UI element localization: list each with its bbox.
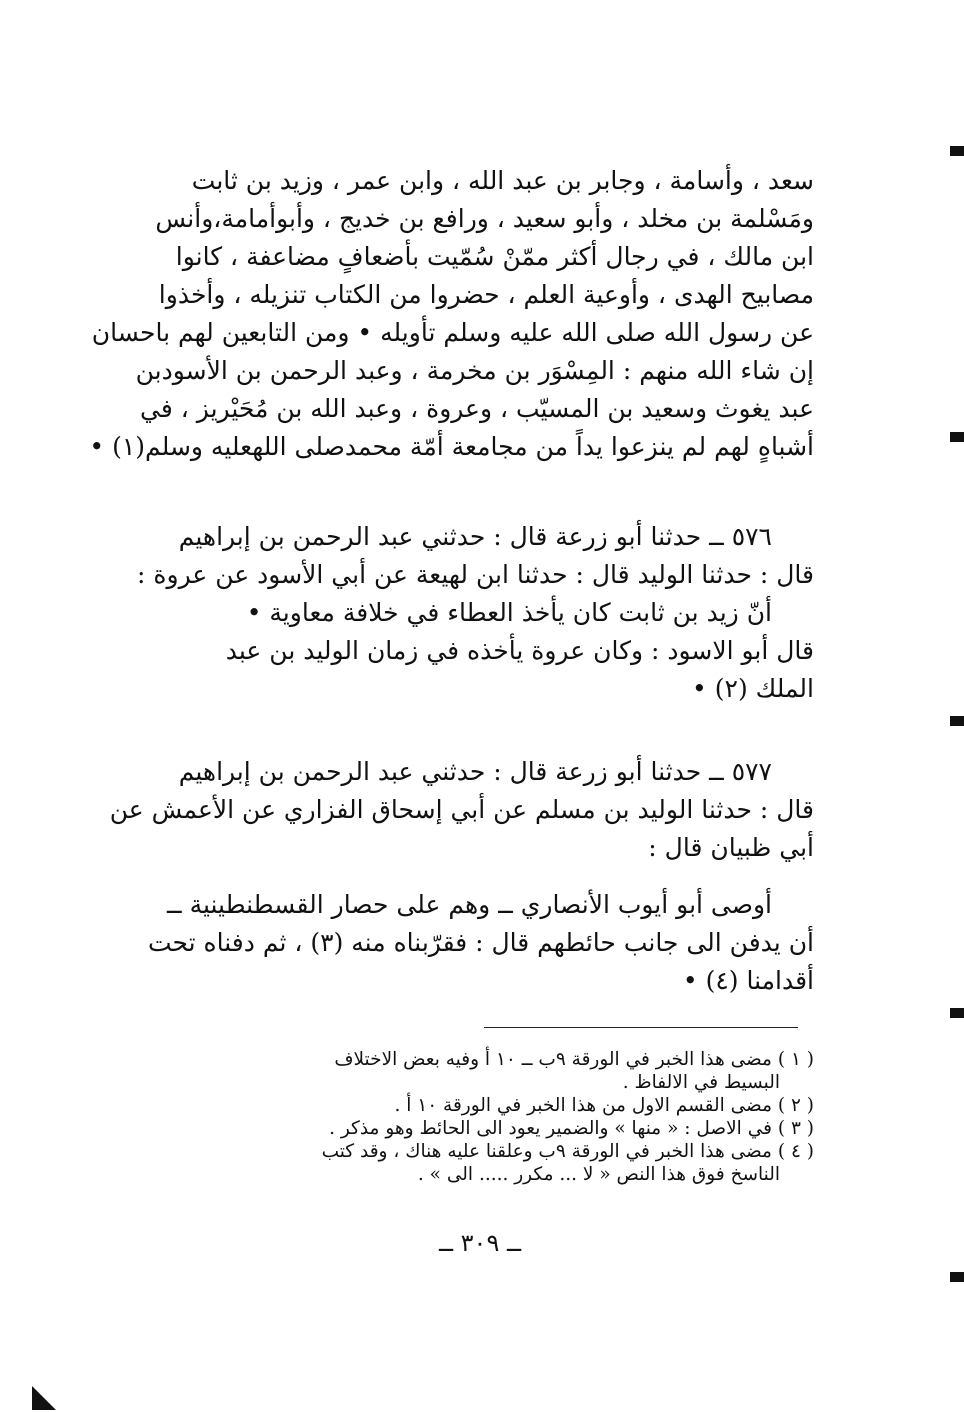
- footnote-4-continued: الناسخ فوق هذا النص « لا ... مكرر ..... الى » .: [417, 1164, 780, 1185]
- scan-edge-mark: [950, 432, 964, 442]
- footnote-separator: [484, 1027, 798, 1028]
- text-line: أوصى أبو أيوب الأنصاري ــ وهم على حصار القسطنطينية ــ: [166, 890, 772, 919]
- paragraph-hadith-577: [109, 753, 814, 867]
- text-line: سعد ، وأسامة ، وجابر بن عبد الله ، وابن عمر ، وزيد بن ثابت: [191, 166, 814, 195]
- paragraph-companions: [89, 162, 814, 466]
- text-line: أنّ زيد بن ثابت كان يأخذ العطاء في خلافة معاوية •: [246, 598, 772, 627]
- text-line: عن رسول الله صلى الله عليه وسلم تأويله • ومن التابعين لهم باحسان: [91, 318, 814, 347]
- page-number: ــ ٣٠٩ ــ: [438, 1229, 522, 1257]
- text-line: قال : حدثنا الوليد قال : حدثنا ابن لهيعة عن أبي الأسود عن عروة :: [137, 560, 814, 589]
- text-line: الملك (٢) •: [692, 674, 814, 703]
- scan-edge-mark: [950, 1272, 964, 1282]
- text-line: ومَسْلمة بن مخلد ، وأبو سعيد ، ورافع بن خديج ، وأبوأمامة،وأنس: [155, 204, 814, 233]
- scan-edge-mark: [950, 146, 964, 156]
- scan-edge-mark: [950, 716, 964, 726]
- hadith-heading-576: ٥٧٦ ــ حدثنا أبو زرعة قال : حدثني عبد الرحمن بن إبراهيم: [178, 522, 772, 551]
- text-line: أشباهٍ لهم لم ينزعوا يداً من مجامعة أمّة محمدصلى اللهعليه وسلم(١) •: [89, 432, 814, 461]
- hadith-heading-577: ٥٧٧ ــ حدثنا أبو زرعة قال : حدثني عبد الرحمن بن إبراهيم: [178, 757, 772, 786]
- footnote-4: ( ٤ ) مضى هذا الخبر في الورقة ٩ب وعلقنا عليه هناك ، وقد كتب: [321, 1141, 814, 1162]
- footnote-2: ( ٢ ) مضى القسم الاول من هذا الخبر في الورقة ١٠ أ .: [394, 1095, 814, 1116]
- scan-corner-mark: [32, 1386, 56, 1410]
- text-line: مصابيح الهدى ، وأوعية العلم ، حضروا من الكتاب تنزيله ، وأخذوا: [158, 280, 814, 309]
- footnote-3: ( ٣ ) في الاصل : « منها » والضمير يعود الى الحائط وهو مذكر .: [329, 1118, 814, 1139]
- text-line: عبد يغوث وسعيد بن المسيّب ، وعروة ، وعبد الله بن مُحَيْريز ، في: [140, 394, 814, 423]
- text-line: إن شاء الله منهم : المِسْوَر بن مخرمة ، وعبد الرحمن بن الأسودبن: [135, 356, 814, 385]
- text-line: قال أبو الاسود : وكان عروة يأخذه في زمان الوليد بن عبد: [225, 636, 814, 665]
- text-line: أبي ظبيان قال :: [648, 833, 814, 862]
- scan-edge-mark: [950, 1008, 964, 1018]
- text-line: ابن مالك ، في رجال أكثر ممّنْ سُمّيت بأضعافٍ مضاعفة ، كانوا: [175, 242, 814, 271]
- text-line: أقدامنا (٤) •: [682, 966, 814, 995]
- footnotes: [166, 1048, 814, 1186]
- paragraph-abu-ayyub: [147, 886, 814, 1000]
- text-line: قال : حدثنا الوليد بن مسلم عن أبي إسحاق الفزاري عن الأعمش عن: [109, 795, 814, 824]
- footnote-1-continued: البسيط في الالفاظ .: [622, 1072, 780, 1093]
- footnote-1: ( ١ ) مضى هذا الخبر في الورقة ٩ب ــ ١٠ أ وفيه بعض الاختلاف: [334, 1049, 814, 1070]
- text-line: أن يدفن الى جانب حائطهم قال : فقرّبناه منه (٣) ، ثم دفناه تحت: [147, 928, 814, 957]
- paragraph-hadith-576: [137, 518, 814, 708]
